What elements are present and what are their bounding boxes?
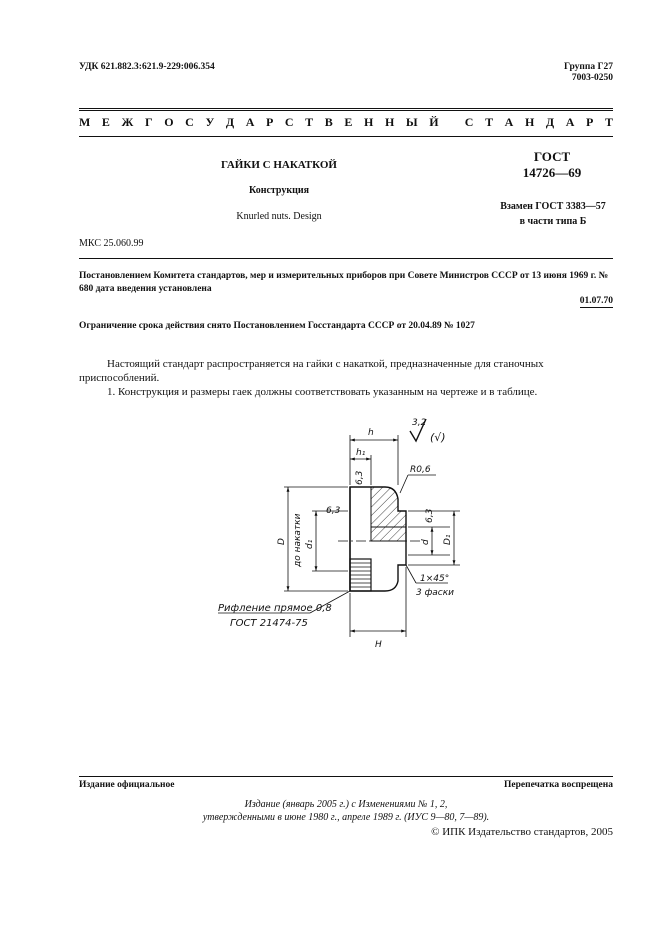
dim-D-note: до накатки bbox=[293, 513, 303, 567]
udk-code: УДК 621.882.3:621.9-229:006.354 bbox=[79, 62, 215, 72]
interstate-letter: О bbox=[164, 115, 174, 129]
interstate-letter: Н bbox=[384, 115, 395, 129]
interstate-letter: С bbox=[284, 115, 294, 129]
interstate-letter: Д bbox=[225, 115, 235, 129]
knurl-note-1: Рифление прямое 0,8 bbox=[218, 603, 332, 614]
copyright: © ИПК Издательство стандартов, 2005 bbox=[431, 826, 613, 838]
decree-text: Постановлением Комитета стандартов, мер и измерительных приборов при Совете Министров СССР от 13 июня 1969 г. № 680 дата введения установлена bbox=[79, 271, 609, 294]
interstate-letter: Н bbox=[364, 115, 374, 129]
mks-rule bbox=[79, 258, 613, 259]
interstate-letter: А bbox=[245, 115, 255, 129]
reprint-prohibited: Перепечатка воспрещена bbox=[503, 780, 613, 790]
edition-note bbox=[79, 798, 613, 824]
document-title: ГАЙКИ С НАКАТКОЙ bbox=[221, 159, 337, 171]
interstate-letter: Е bbox=[101, 115, 110, 129]
knurl-lines bbox=[350, 559, 371, 591]
roughness-6-3-top: 6,3 bbox=[355, 470, 365, 485]
gost-label: ГОСТ bbox=[533, 149, 571, 164]
footer-rule bbox=[79, 776, 613, 777]
interstate-letter: Н bbox=[524, 115, 535, 129]
interstate-letter: Й bbox=[429, 115, 439, 129]
interstate-letter: Т bbox=[604, 115, 613, 129]
interstate-letter: Р bbox=[265, 115, 274, 129]
interstate-letter: Т bbox=[485, 115, 494, 129]
mks-code: МКС 25.060.99 bbox=[79, 238, 144, 249]
chamfer-count: 3 фаски bbox=[416, 588, 455, 598]
dim-d1: d₁ bbox=[305, 539, 315, 549]
interstate-letter: А bbox=[565, 115, 575, 129]
interstate-letter: У bbox=[205, 115, 215, 129]
dim-D1: D₁ bbox=[443, 534, 453, 545]
interstate-letter: Ж bbox=[121, 115, 134, 129]
radius-label: R0,6 bbox=[410, 465, 431, 475]
interstate-letter: В bbox=[324, 115, 333, 129]
document-subtitle: Конструкция bbox=[248, 185, 310, 196]
interstate-letter: Р bbox=[586, 115, 594, 129]
gost-block bbox=[492, 149, 612, 181]
dim-d: d bbox=[421, 539, 431, 545]
replace-line-1: Взамен ГОСТ 3383—57 bbox=[500, 201, 606, 212]
interstate-letter: С bbox=[185, 115, 194, 129]
interstate-letter: Д bbox=[545, 115, 555, 129]
gost-number: 14726—69 bbox=[522, 165, 582, 180]
interstate-standard-heading bbox=[79, 115, 613, 130]
group-line-2: 7003-0250 bbox=[571, 73, 613, 83]
official-edition: Издание официальное bbox=[79, 780, 175, 790]
roughness-6-3-left: 6,3 bbox=[326, 506, 341, 516]
introduction-date: 01.07.70 bbox=[579, 296, 613, 306]
roughness-6-3-right: 6,3 bbox=[425, 508, 435, 523]
dim-h1: h₁ bbox=[356, 448, 366, 458]
top-rule-1 bbox=[79, 108, 613, 109]
interstate-letter: Г bbox=[145, 115, 153, 129]
limit-note: Ограничение срока действия снято Постановлением Госстандарта СССР от 20.04.89 № 1027 bbox=[79, 321, 475, 331]
chamfer-label: 1×45° bbox=[420, 574, 450, 584]
roughness-main-value: 3,2 bbox=[412, 418, 427, 428]
english-title: Knurled nuts. Design bbox=[236, 211, 322, 222]
heading-rule bbox=[79, 136, 613, 137]
nut-drawing bbox=[200, 415, 460, 650]
knurl-note-2: ГОСТ 21474-75 bbox=[230, 618, 308, 629]
group-code bbox=[564, 62, 613, 84]
dim-H: H bbox=[375, 640, 382, 650]
group-line-1: Группа Г27 bbox=[564, 62, 613, 72]
interstate-letter: А bbox=[504, 115, 514, 129]
edition-line-1: Издание (январь 2005 г.) с Изменениями № 1, 2, bbox=[244, 799, 448, 810]
section-hatch-upper bbox=[371, 487, 406, 527]
edition-line-2: утвержденными в июне 1980 г., апреле 1989 г. (ИУС 9—80, 7—89). bbox=[202, 812, 490, 823]
section-hatch-lower bbox=[371, 527, 406, 541]
dim-h: h bbox=[368, 428, 374, 438]
top-rule-2 bbox=[79, 110, 613, 111]
interstate-letter: М bbox=[79, 115, 91, 129]
interstate-letter: Е bbox=[344, 115, 353, 129]
paragraph-1: 1. Конструкция и размеры гаек должны соответствовать указанным на чертеже и в таблице. bbox=[107, 386, 538, 398]
interstate-letter bbox=[450, 115, 453, 130]
replace-line-2: в части типа Б bbox=[519, 216, 587, 227]
replacement-note bbox=[478, 199, 628, 229]
interstate-letter: Ы bbox=[405, 115, 418, 129]
paragraph-scope: Настоящий стандарт распространяется на гайки с накаткой, предназначенные для станочных приспособлений. bbox=[79, 358, 544, 384]
roughness-other: (√) bbox=[430, 431, 446, 444]
interstate-letter: Т bbox=[305, 115, 314, 129]
interstate-letter: С bbox=[464, 115, 474, 129]
dim-D: D bbox=[277, 538, 287, 545]
